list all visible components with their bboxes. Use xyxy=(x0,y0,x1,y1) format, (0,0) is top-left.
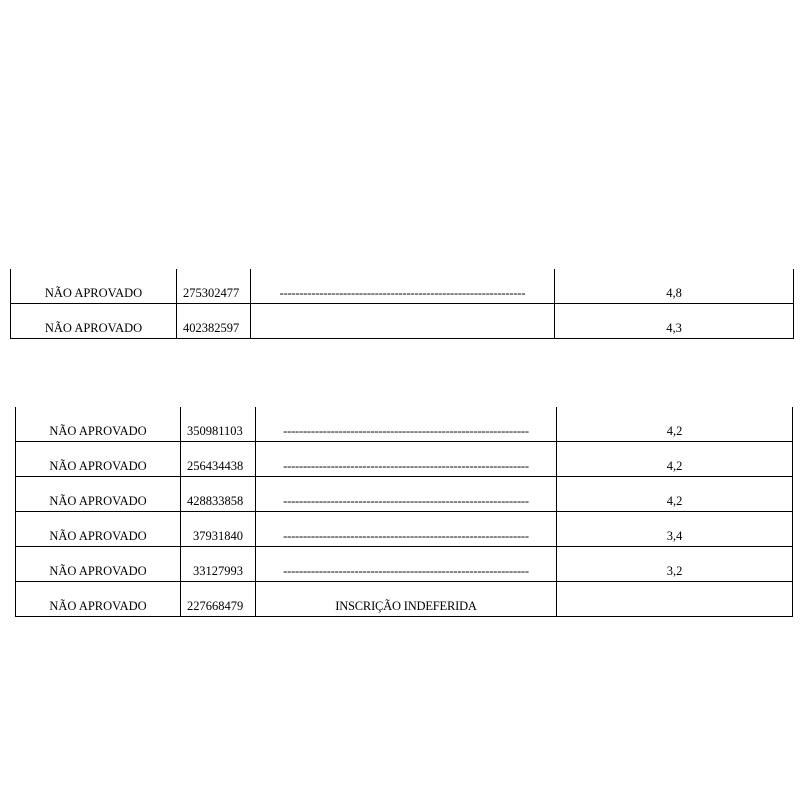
status-cell: NÃO APROVADO xyxy=(11,269,177,304)
note-cell: INSCRIÇÃO INDEFERIDA xyxy=(256,582,557,617)
score-cell: 4,2 xyxy=(557,442,793,477)
note-cell xyxy=(251,304,555,339)
table-row xyxy=(11,269,794,304)
results-table-1 xyxy=(10,269,794,339)
table-row xyxy=(16,407,793,442)
table-row xyxy=(16,512,793,547)
status-cell: NÃO APROVADO xyxy=(16,477,181,512)
score-cell: 4,2 xyxy=(557,407,793,442)
table-row xyxy=(16,547,793,582)
score-cell: 3,2 xyxy=(557,547,793,582)
status-cell: NÃO APROVADO xyxy=(16,442,181,477)
registration-number-cell: 428833858 xyxy=(181,477,256,512)
note-cell: -------------------------------------------------------------- xyxy=(251,269,555,304)
status-cell: NÃO APROVADO xyxy=(16,512,181,547)
note-cell: -------------------------------------------------------------- xyxy=(256,407,557,442)
score-cell: 4,2 xyxy=(557,477,793,512)
registration-number-cell: 275302477 xyxy=(177,269,251,304)
registration-number-cell: 256434438 xyxy=(181,442,256,477)
registration-number-cell: 227668479 xyxy=(181,582,256,617)
results-table-2 xyxy=(15,407,793,617)
status-cell: NÃO APROVADO xyxy=(11,304,177,339)
table-row xyxy=(11,304,794,339)
registration-number-cell: 402382597 xyxy=(177,304,251,339)
registration-number-cell: 33127993 xyxy=(181,547,256,582)
table-row xyxy=(16,582,793,617)
note-cell: -------------------------------------------------------------- xyxy=(256,477,557,512)
note-cell: -------------------------------------------------------------- xyxy=(256,547,557,582)
note-cell: -------------------------------------------------------------- xyxy=(256,442,557,477)
registration-number-cell: 350981103 xyxy=(181,407,256,442)
status-cell: NÃO APROVADO xyxy=(16,582,181,617)
table-row xyxy=(16,442,793,477)
registration-number-cell: 37931840 xyxy=(181,512,256,547)
table-row xyxy=(16,477,793,512)
status-cell: NÃO APROVADO xyxy=(16,547,181,582)
score-cell: 3,4 xyxy=(557,512,793,547)
score-cell xyxy=(557,582,793,617)
score-cell: 4,8 xyxy=(555,269,794,304)
score-cell: 4,3 xyxy=(555,304,794,339)
note-cell: -------------------------------------------------------------- xyxy=(256,512,557,547)
status-cell: NÃO APROVADO xyxy=(16,407,181,442)
